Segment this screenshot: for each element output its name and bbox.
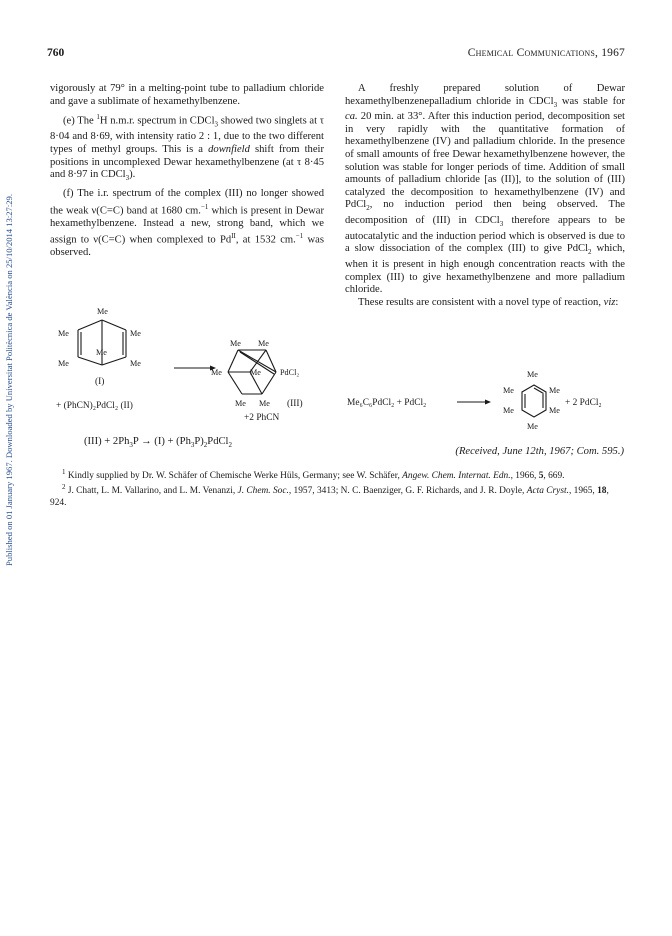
me-label: Me [503,406,514,415]
paragraph-decomposition: A freshly prepared solution of Dewar hexamethylbenzenepalladium chloride in CDCl$_3$ was stable for ca. 20 min. at 33°. After this induction period, decomposition set in very rapidly with the quantitative formation of hexamethylbenzene (IV) and palladium chloride. In the presence of small amounts of free Dewar hexamethylbenzene however, the solution was stable for longer periods of time. Addition of small amounts of palladium chloride [as (II)], to the solution of (III) catalyzed the decomposition to hexamethylbenzene (IV) and PdCl$_2$, no induction period then being observed. The decomposition of (III) in CDCl$_3$ therefore appears to be autocatalytic and the induction period which is observed is due to a slow dissociation of the complex (III) to give PdCl$_2$ which, when it is present in high enough concentration reacts with the complex (III) to give hexamethylbenzene and more palladium chloride. [345,83,625,296]
right-column [345,83,625,310]
me-label: Me [549,386,560,395]
me-label: Me [97,307,108,316]
me-label: Me [58,359,69,368]
me-label: Me [549,406,560,415]
reference-1: $^1$ Kindly supplied by Dr. W. Schäfer of Chemische Werke Hüls, Germany; see W. Schäfer, Angew. Chem. Internat. Edn., 1966, 5, 669. [62,468,565,482]
byproduct: +2 PhCN [244,413,280,423]
hexamethylbenzene-structure [522,385,546,417]
reactants: Me₆C₆PdCl₂ + PdCl₂ [347,398,427,408]
footnote-references [50,467,626,509]
me-label: Me [527,422,538,431]
paragraph-conclusion: These results are consistent with a novel type of reaction, viz: [358,296,619,308]
page-header [47,47,625,63]
paragraph-f: (f) The i.r. spectrum of the complex (III) no longer showed the weak ν(C=C) band at 1680 cm.$^{-1}$ which is present in Dewar hexamethylbenzene. Instead a new, strong band, which we assign to ν(C=C) when complexed to $Pd^{II}$, at 1532 cm.$^{-1}$ was observed. [50,187,324,259]
download-note: Published on 01 January 1967. Downloaded by Universitat Politècnica de València on 25/10/2014 13:27:29. [4,194,14,566]
me-label: Me [130,359,141,368]
me-label: Me [250,368,261,377]
me-label: Me [58,329,69,338]
products: + 2 PdCl₂ [565,398,602,408]
me-label: Me [503,386,514,395]
paragraph-d-end: vigorously at 79° in a melting-point tube to palladium chloride and gave a sublimate of hexamethylbenzene. [50,83,324,107]
reaction-arrow [485,400,491,405]
reaction-scheme-2 [345,367,625,447]
left-column [50,83,324,260]
page-number: 760 [47,47,65,59]
me-label: Me [527,370,538,379]
reagent-II: + (PhCN)₂PdCl₂ (II) [56,401,133,411]
dewar-benzene-structure [78,320,126,365]
reaction-scheme-1 [52,302,332,427]
phosphine-equation: $(III) + 2Ph_3P \to (I)$ + $(Ph_3P)_2PdCl_2$ [84,436,232,450]
paragraph-e: (e) The $^1$H n.m.r. spectrum in CDCl$_3$ showed two singlets at τ 8·04 and 8·69, with intensity ratio 2 : 1, due to the two different types of methyl groups. This is a downfield shift from their positions in uncomplexed Dewar hexamethylbenzene (at τ 8·45 and 8·97 in CDCl$_3$). [50,113,325,183]
me-label: Me [258,339,269,348]
me-label: Me [235,399,246,408]
download-watermark [2,120,16,640]
me-label: Me [130,329,141,338]
me-label: Me [211,368,222,377]
compound-label-III: (III) [287,399,303,409]
compound-label-I: (I) [95,377,105,387]
me-label: Me [96,348,107,357]
running-title: Chemical Communications, 1967 [467,47,625,59]
me-label: Me [230,339,241,348]
pdcl2-label: PdCl₂ [280,368,300,377]
received-note: (Received, June 12th, 1967; Com. 595.) [455,446,624,457]
reference-2: $^2$ J. Chatt, L. M. Vallarino, and L. M. Venanzi, J. Chem. Soc., 1957, 3413; N. C. Baenziger, G. F. Richards, and J. R. Doyle, Acta Cryst., 1965, 18, 924. [50,483,609,508]
me-label: Me [259,399,270,408]
